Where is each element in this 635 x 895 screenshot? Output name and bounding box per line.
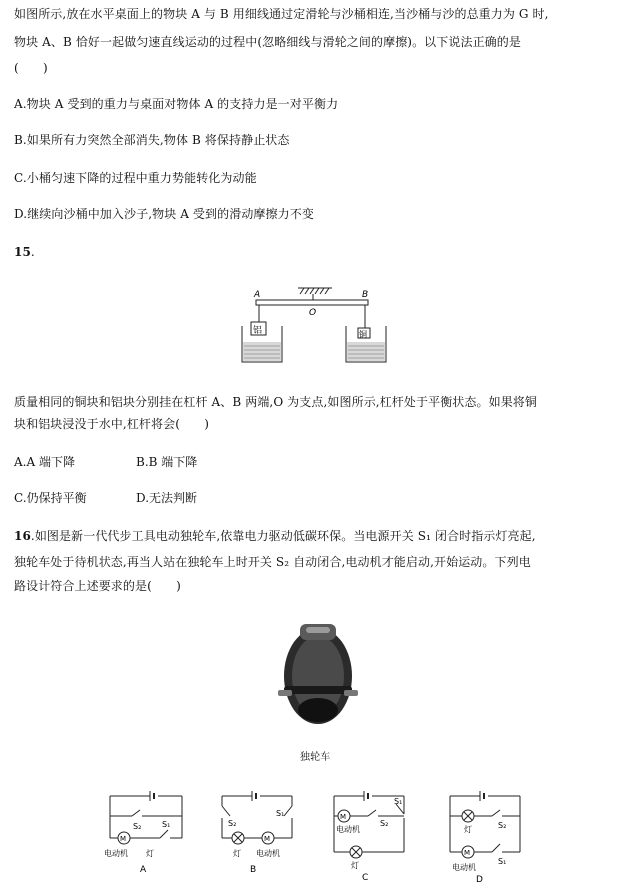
q15-stem-line1: 质量相同的铜块和铝块分别挂在杠杆 A、B 两端,O 为支点,如图所示,杠杆处于平衡状态。如果将铜 — [14, 395, 538, 409]
circuit-b-lamp: 灯 — [233, 849, 241, 858]
q15-number: 15 — [14, 245, 31, 259]
circuit-c-lamp: 灯 — [351, 861, 359, 870]
q15-number-dot: . — [30, 245, 35, 259]
q16-number: 16 — [14, 529, 31, 543]
circuit-a-s1: S₁ — [162, 820, 171, 829]
circuit-a-motor: 电动机 — [104, 849, 128, 858]
circuit-d-motor: 电动机 — [452, 863, 476, 872]
q14-option-a: A.物块 A 受到的重力与桌面对物体 A 的支持力是一对平衡力 — [14, 97, 339, 111]
q16-stem-line1 — [14, 528, 536, 544]
q14-option-d: D.继续向沙桶中加入沙子,物块 A 受到的滑动摩擦力不变 — [14, 207, 314, 221]
aluminum-block-label: 铝 — [253, 326, 263, 336]
fulcrum-label-o: O — [309, 308, 317, 318]
circuit-a-label: A — [140, 865, 147, 875]
lever-bar — [256, 300, 368, 305]
circuit-c-label: C — [362, 873, 369, 883]
q14-stem-line1: 如图所示,放在水平桌面上的物块 A 与 B 用细线通过定滑轮与沙桶相连,当沙桶与沙的总重力为 G 时, — [14, 7, 549, 21]
unicycle-caption: 独轮车 — [300, 752, 331, 763]
q15-heading — [14, 244, 35, 260]
circuit-options — [100, 782, 530, 892]
circuit-d-s2: S₂ — [498, 821, 507, 830]
q15-stem-line2: 块和铝块浸没于水中,杠杆将会( ) — [14, 417, 209, 431]
q15-option-d: D.无法判断 — [136, 491, 198, 505]
lever-label-b: B — [362, 290, 369, 300]
unicycle-photo — [270, 616, 366, 728]
q14-answer-paren: ( ) — [14, 61, 48, 75]
circuit-b-s1: S₁ — [276, 809, 285, 818]
left-beaker — [242, 322, 282, 362]
circuit-c-s1: S₁ — [394, 797, 403, 806]
q14-stem-line2: 物块 A、B 恰好一起做匀速直线运动的过程中(忽略细线与滑轮之间的摩擦)。以下说法正确的是 — [14, 35, 521, 49]
circuit-c-s2: S₂ — [380, 819, 389, 828]
q16-stem-line3: 路设计符合上述要求的是( ) — [14, 579, 181, 593]
circuit-b-label: B — [250, 865, 257, 875]
circuit-b-motor-symbol: M — [264, 835, 271, 843]
circuit-d-label: D — [476, 875, 483, 885]
circuit-a-s2: S₂ — [133, 822, 142, 831]
circuit-a-lamp: 灯 — [146, 849, 154, 858]
q16-stem-line2: 独轮车处于待机状态,再当人站在独轮车上时开关 S₂ 自动闭合,电动机才能启动,开始运动。下列电 — [14, 555, 531, 569]
q15-option-c: C.仍保持平衡 — [14, 491, 87, 505]
q15-option-b: B.B 端下降 — [136, 455, 198, 469]
copper-block-label: 铜 — [359, 330, 367, 339]
circuit-c-motor: 电动机 — [336, 825, 360, 834]
q14-option-b: B.如果所有力突然全部消失,物体 B 将保持静止状态 — [14, 133, 290, 147]
circuit-b-s2: S₂ — [228, 819, 237, 828]
lever-figure — [236, 282, 396, 372]
circuit-d-motor-symbol: M — [464, 849, 471, 857]
circuit-b-motor: 电动机 — [256, 849, 280, 858]
circuit-d-s1: S₁ — [498, 857, 507, 866]
circuit-d-lamp: 灯 — [464, 825, 472, 834]
q16-stem-line1-text: .如图是新一代代步工具电动独轮车,依靠电力驱动低碳环保。当电源开关 S₁ 闭合时指示灯亮起, — [30, 529, 536, 543]
right-beaker — [346, 326, 386, 362]
circuit-c-motor-symbol: M — [340, 813, 347, 821]
circuit-d — [450, 791, 520, 858]
q14-option-c: C.小桶匀速下降的过程中重力势能转化为动能 — [14, 171, 257, 185]
q15-option-a: A.A 端下降 — [14, 455, 75, 469]
circuit-a-motor-symbol: M — [120, 835, 127, 843]
lever-label-a: A — [254, 290, 261, 300]
